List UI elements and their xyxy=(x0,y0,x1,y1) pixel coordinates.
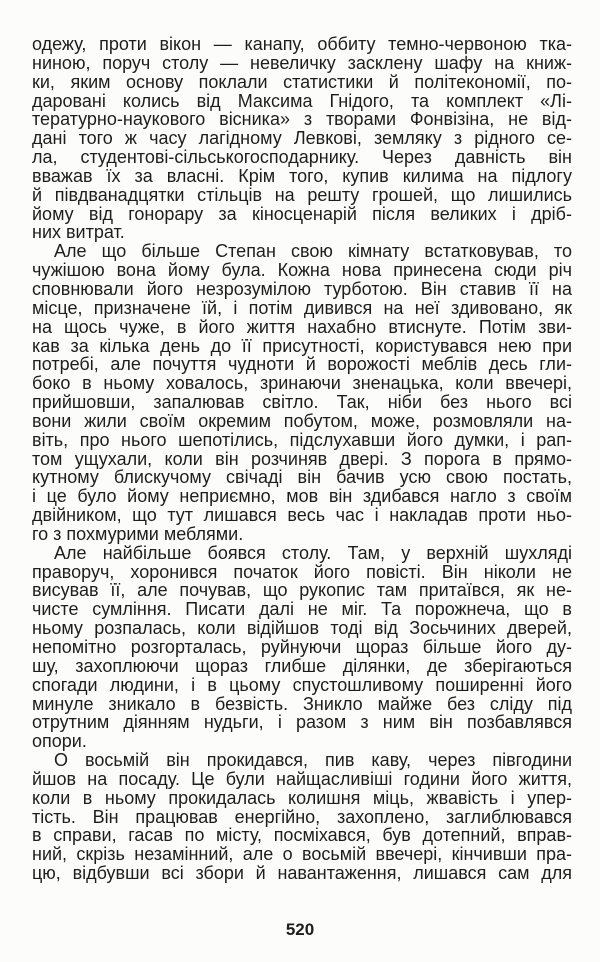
text-line: сповнювали його незрозумілою турботою. Він ставив її на xyxy=(32,278,572,299)
text-line: йому від гонорару за кіносценарій після великих і дріб- xyxy=(32,203,572,224)
text-line: йшов на посаду. Це були найщасливіші години його життя, xyxy=(32,768,572,789)
text-line: ла, студентові-сільськогосподарнику. Через давність він xyxy=(32,147,572,168)
text-line: О восьмій він прокидався, пив каву, через півгодини xyxy=(54,750,572,771)
paragraph xyxy=(32,242,572,544)
text-line: потребі, але почуття чудноти й ворожості меблів десь гли- xyxy=(32,354,572,375)
text-line: коли в ньому прокидалась колишня міць, жвавість і упер- xyxy=(32,787,572,808)
text-line: шу, захоплюючи щораз глибше ділянки, де зберігаються xyxy=(32,655,572,676)
text-line: опори. xyxy=(32,731,87,752)
text-line: тість. Він працював енергійно, захоплено, заглиблювався xyxy=(32,806,572,827)
text-line: одежу, проти вікон — канапу, оббиту темно-червоною тка- xyxy=(32,34,572,54)
text-line: том ущухали, коли він розчиняв двері. З порога в прямо- xyxy=(32,448,572,469)
text-line: прийшовши, запалював світло. Так, ніби без нього всі xyxy=(32,392,572,413)
text-line: ниною, поруч столу — невеличку засклену шафу на книж- xyxy=(32,52,572,73)
text-line: них витрат. xyxy=(32,222,125,243)
text-line: спогади людини, і в цьому спустошливому поширенні його xyxy=(32,674,572,695)
text-line: ний, скрізь незамінний, але о восьмій ввечері, кінчивши пра- xyxy=(32,844,572,865)
text-line: кав за кілька день до її присутності, користувався нею при xyxy=(32,335,572,356)
text-line: ки, яким основу поклали статистики й політекономії, по- xyxy=(32,71,572,92)
paragraph xyxy=(32,751,572,883)
text-line: Але найбільше боявся столу. Там, у верхній шухляді xyxy=(54,542,572,563)
text-line: віть, про нього шепотілись, підслухавши його думки, і рап- xyxy=(32,429,572,450)
text-line: боко в ньому ховалось, зринаючи зненацька, коли ввечері, xyxy=(32,373,572,394)
paragraph xyxy=(32,35,572,242)
paragraph xyxy=(32,544,572,751)
text-line: минуле зникало в безвість. Зникло майже без сліду під xyxy=(32,693,572,714)
text-line: Але що більше Степан свою кімнату встатковував, то xyxy=(54,241,572,262)
text-line: цю, відбувши всі збори й навантаження, лишався сам для xyxy=(32,863,572,884)
text-line: і це було йому неприємно, мов він здибався нагло з своїм xyxy=(32,486,572,507)
text-line: го з похмурими меблями. xyxy=(32,523,244,544)
text-line: місце, призначене їй, і потім дивився на неї здивовано, як xyxy=(32,297,572,318)
text-line: дані того ж часу лагідному Левкові, земляку з рідного се- xyxy=(32,128,572,149)
text-line: висував її, але почував, що рукопис там притаївся, як не- xyxy=(32,580,572,601)
text-line: праворуч, хоронився початок його повісті. Він ніколи не xyxy=(32,561,572,582)
page-number: 520 xyxy=(285,920,315,939)
text-line: в справи, гасав по місту, посміхався, був дотепний, вправ- xyxy=(32,825,572,846)
text-line: на щось чуже, в його життя нахабно втиснуте. Потім зви- xyxy=(32,316,572,337)
text-line: чужішою вона йому була. Кожна нова принесена сюди річ xyxy=(32,260,572,281)
text-line: непомітно розгорталась, руйнуючи щораз більше його ду- xyxy=(32,637,572,657)
text-line: вони жили своїм окремим побутом, може, розмовляли на- xyxy=(32,410,572,431)
text-line: двійником, що тут лишався весь час і накладав проти ньо- xyxy=(32,505,572,526)
text-line: кутному блискучому свічаді він бачив усю свою постать, xyxy=(32,467,572,488)
text-line: вважав їх за власні. Крім того, купив килима на підлогу xyxy=(32,165,572,186)
page-body xyxy=(32,35,572,883)
text-line: отрутним діянням нудьги, і разом з ним він позбавлявся xyxy=(32,712,572,733)
text-line: даровані колись від Максима Гнідого, та комплект «Лі- xyxy=(32,90,572,111)
text-line: чисте сумління. Писати далі не міг. Та порожнеча, що в xyxy=(32,599,572,620)
text-line: й півдванадцятки стільців на решту грошей, що лишились xyxy=(32,184,572,205)
text-line: тературно-наукового вісника» з творами Фонвізіна, не від- xyxy=(32,109,572,130)
text-line: ньому розпалась, коли відійшов тоді від Зосьчиних дверей, xyxy=(32,618,572,639)
